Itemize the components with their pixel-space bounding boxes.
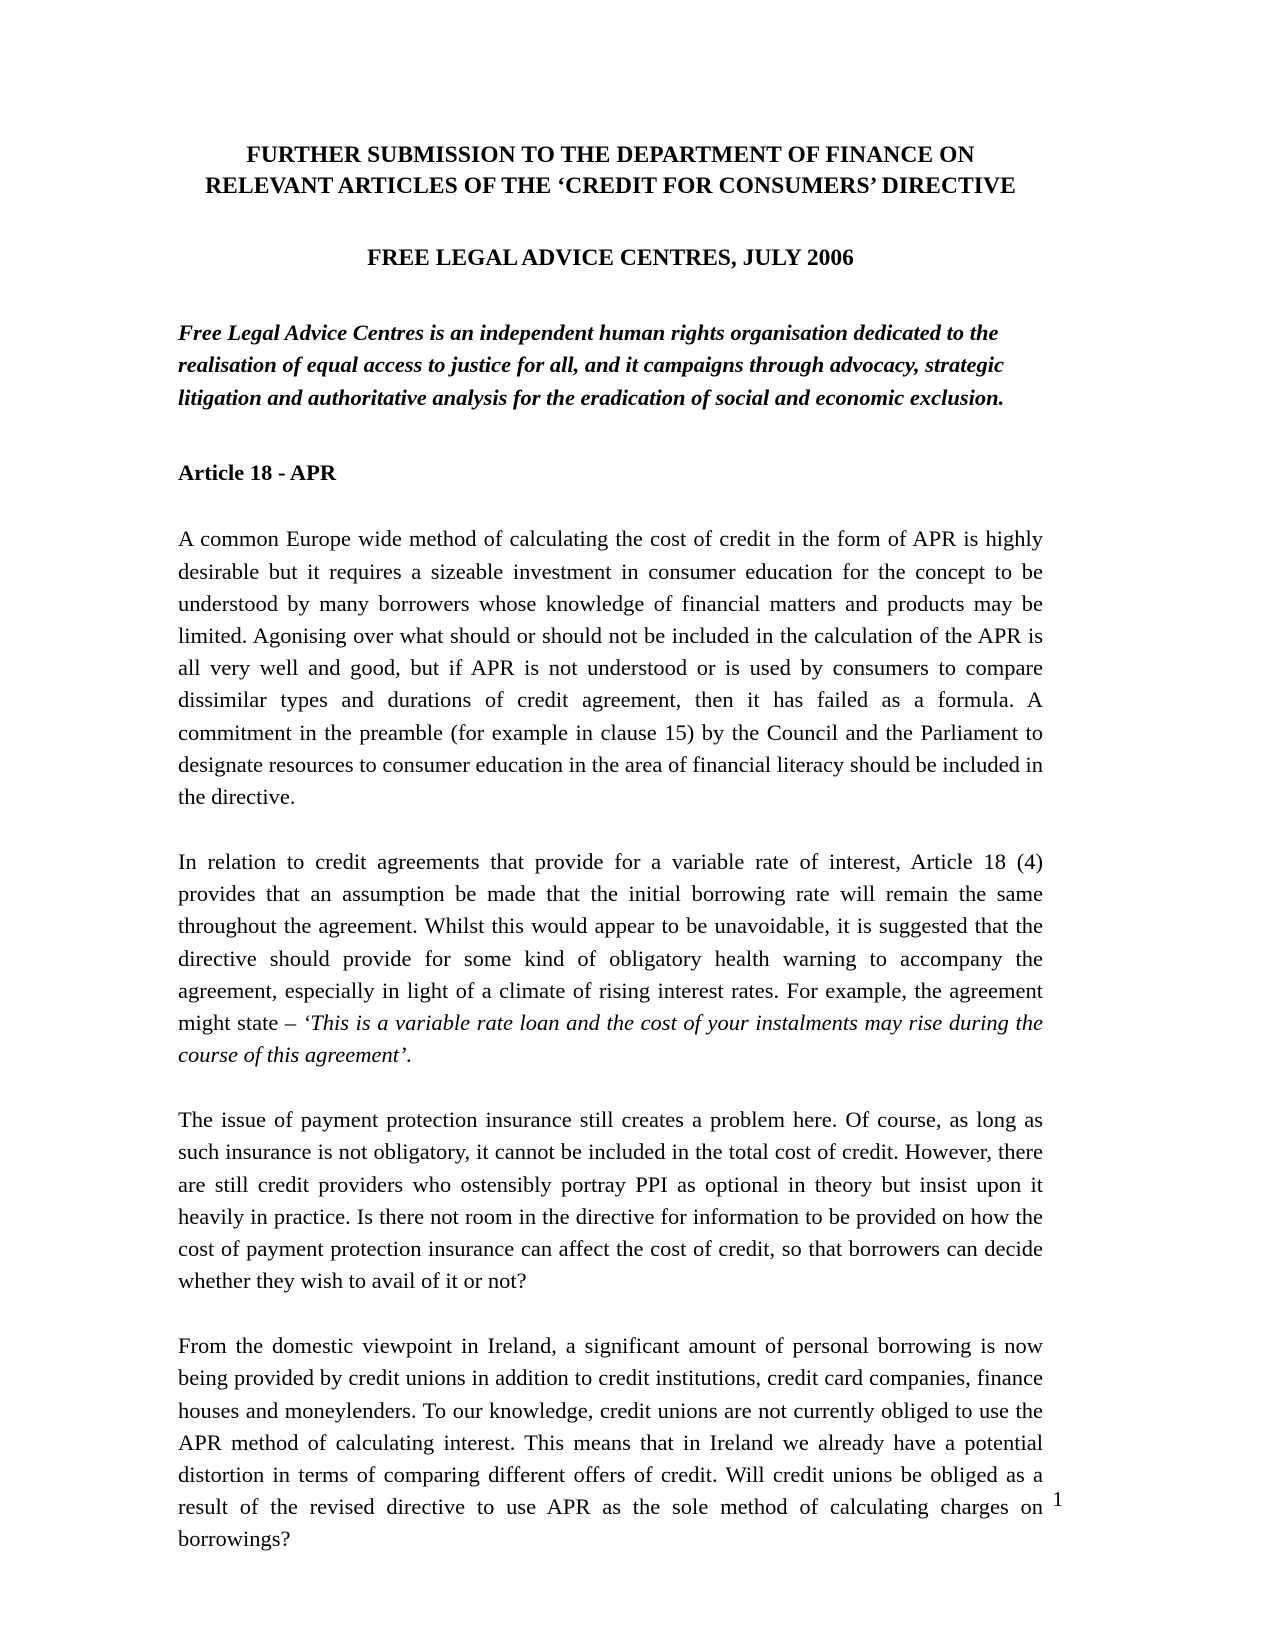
paragraph-variable-rate-quote: ‘This is a variable rate loan and the cost of your instalments may rise during the course of this agreement’.: [178, 1009, 1043, 1068]
page-number: 1: [1052, 1487, 1063, 1511]
paragraph-apr-method: A common Europe wide method of calculating the cost of credit in the form of APR is highly desirable but it requires a sizeable investment in consumer education for the concept to be understood by many borrowers whose knowledge of financial matters and products may be limited. Agonising over what should or should not be included in the calculation of the APR is all very well and good, but if APR is not understood or is used by consumers to compare dissimilar types and durations of credit agreement, then it has failed as a formula. A commitment in the preamble (for example in clause 15) by the Council and the Parliament to designate resources to consumer education in the area of financial literacy should be included in the directive.: [178, 526, 1043, 809]
document-title-line-2: RELEVANT ARTICLES OF THE ‘CREDIT FOR CONSUMERS’ DIRECTIVE: [205, 173, 1016, 200]
paragraph-payment-protection-insurance: The issue of payment protection insurance still creates a problem here. Of course, as long as such insurance is not obligatory, it cannot be included in the total cost of credit. However, there are still credit providers who ostensibly portray PPI as optional in theory but insist upon it heavily in practice. Is there not room in the directive for information to be provided on how the cost of payment protection insurance can affect the cost of credit, so that borrowers can decide whether they wish to avail of it or not?: [178, 1107, 1043, 1294]
mission-statement: Free Legal Advice Centres is an independent human rights organisation dedicated to the realisation of equal access to justice for all, and it campaigns through advocacy, strategic litigation and authoritative analysis for the eradication of social and economic exclusion.: [178, 320, 1005, 410]
paragraph-variable-rate-text: In relation to credit agreements that provide for a variable rate of interest, Article 18 (4) provides that an assumption be made that the initial borrowing rate will remain the same throughout the agreement. Whilst this would appear to be unavoidable, it is suggested that the directive should provide for some kind of obligatory health warning to accompany the agreement, especially in light of a climate of rising interest rates. For example, the agreement might state –: [178, 849, 1043, 1035]
paragraph-variable-rate: [178, 846, 1043, 1071]
document-title-line-1: FURTHER SUBMISSION TO THE DEPARTMENT OF FINANCE ON: [246, 142, 975, 168]
section-heading-article-18: Article 18 - APR: [178, 460, 337, 486]
paragraph-ireland-credit-unions: From the domestic viewpoint in Ireland, a significant amount of personal borrowing is now being provided by credit unions in addition to credit institutions, credit card companies, finance houses and moneylenders. To our knowledge, credit unions are not currently obliged to use the APR method of calculating interest. This means that in Ireland we already have a potential distortion in terms of comparing different offers of credit. Will credit unions be obliged as a result of the revised directive to use APR as the sole method of calculating charges on borrowings?: [178, 1333, 1043, 1552]
document-title-block: [178, 140, 1043, 274]
document-subtitle: FREE LEGAL ADVICE CENTRES, JULY 2006: [367, 245, 854, 272]
